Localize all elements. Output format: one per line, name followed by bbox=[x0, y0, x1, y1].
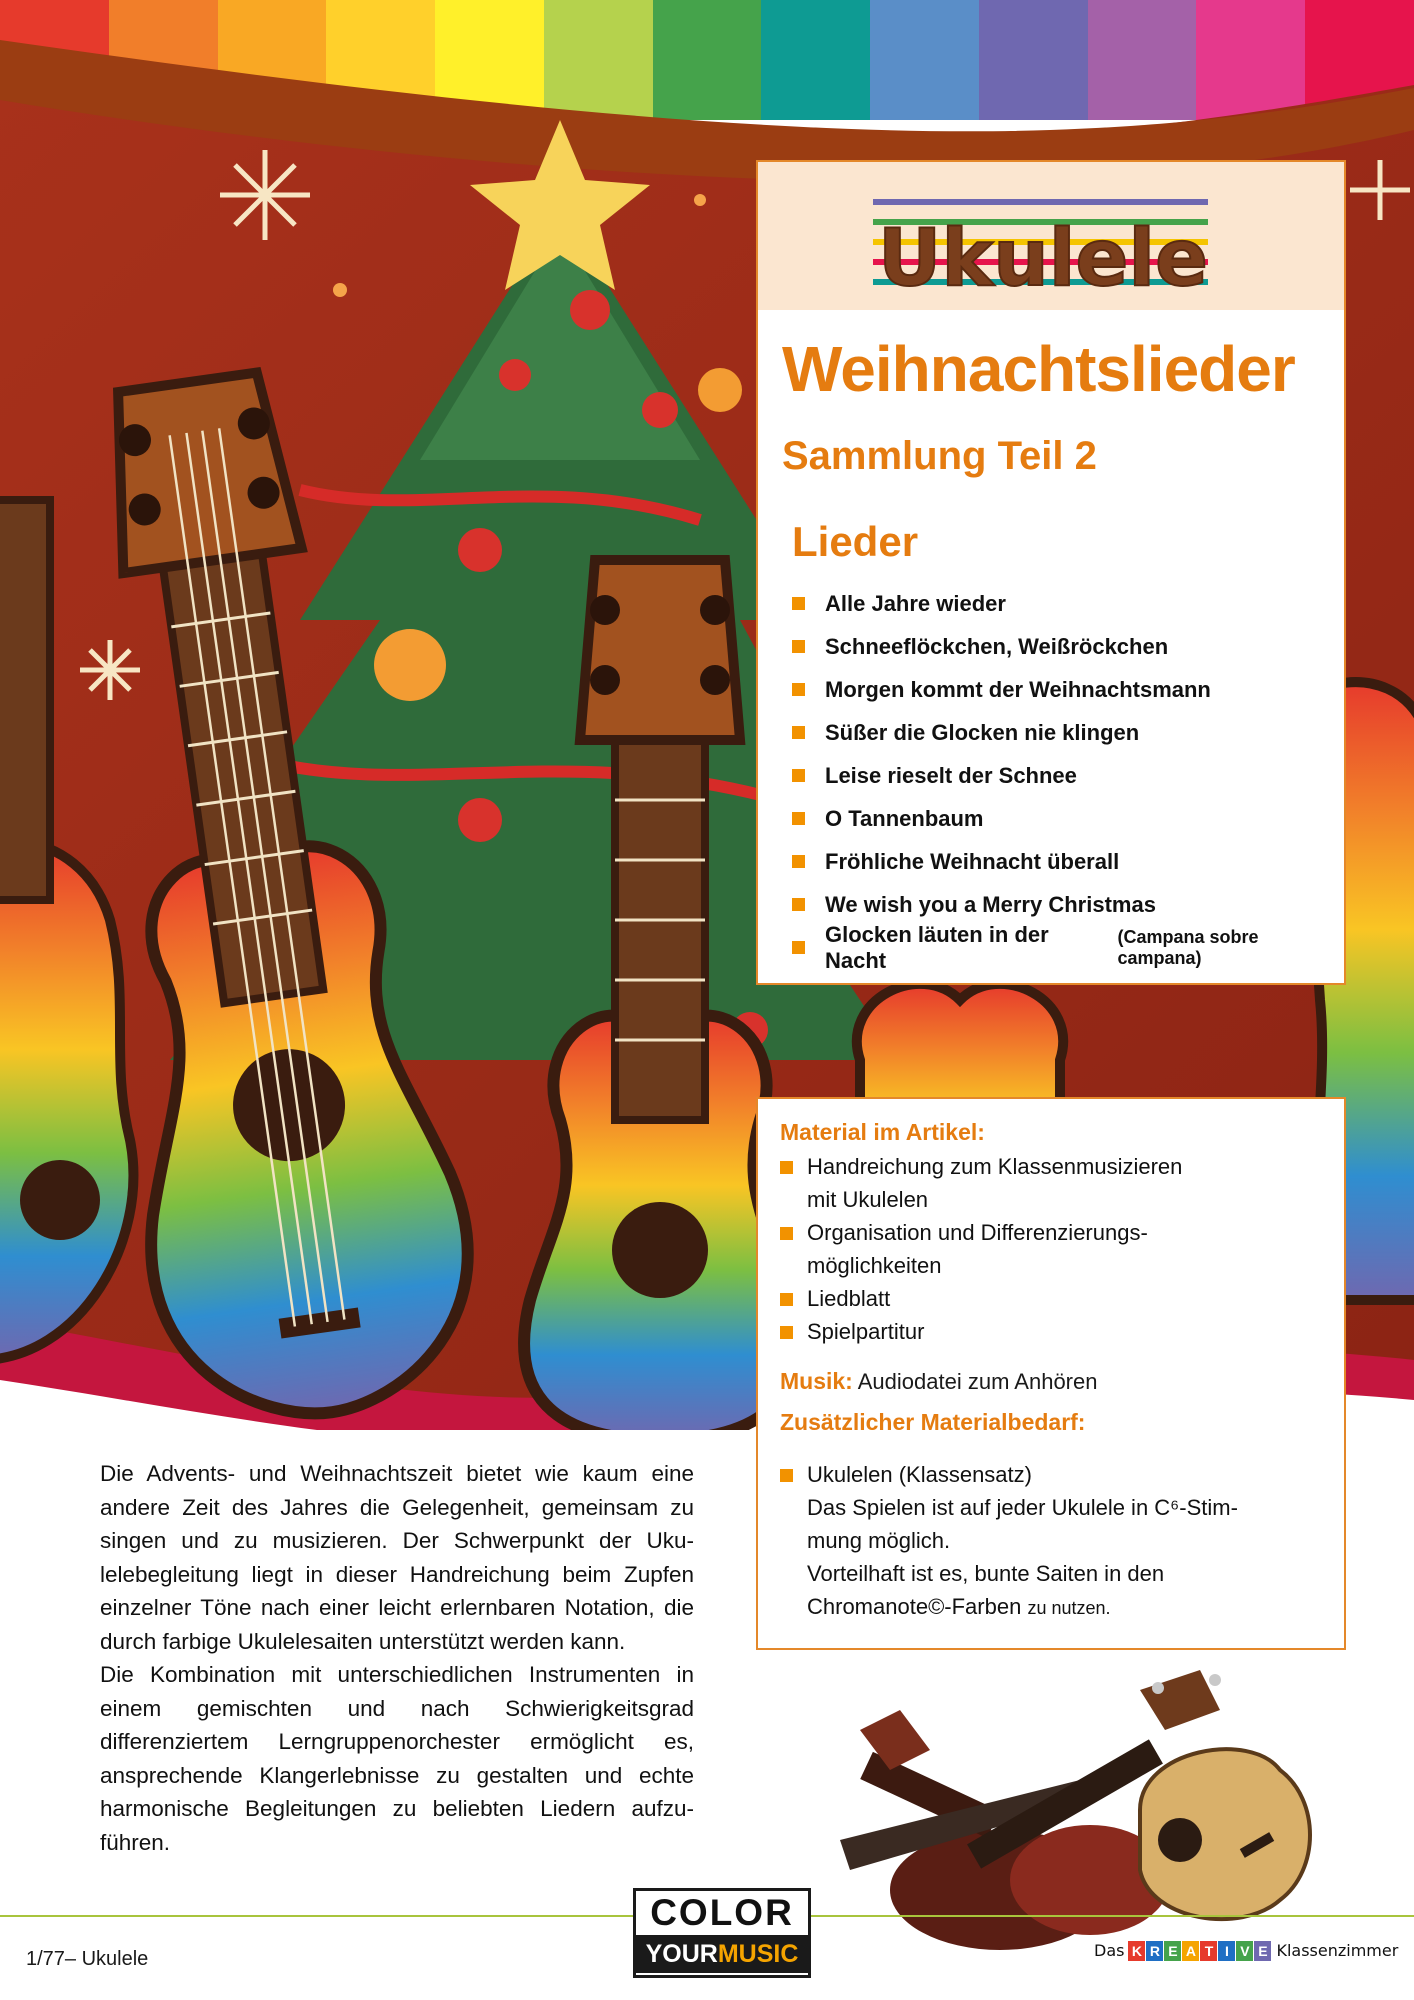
brand-letter: K bbox=[1128, 1941, 1145, 1961]
list-item bbox=[780, 1282, 1322, 1315]
song-item bbox=[792, 797, 1344, 840]
bullet-icon bbox=[792, 683, 805, 696]
song-title: Schneeflöckchen, Weißröckchen bbox=[825, 633, 1169, 659]
song-title: Morgen kommt der Weihnachtsmann bbox=[825, 676, 1211, 702]
material-box bbox=[756, 1097, 1346, 1650]
brand-letter: A bbox=[1182, 1941, 1199, 1961]
extra-item-main: Ukulelen (Klassensatz) Das Spielen ist auf jeder Ukulele in C⁶-Stim- mung möglich. Vorteilhaft ist es, bunte Saiten in den Chromanote©-Farben bbox=[807, 1462, 1238, 1619]
extra-item-small: zu nutzen. bbox=[1027, 1598, 1111, 1618]
musik-label: Musik: bbox=[780, 1368, 853, 1394]
song-title-suffix: (Campana sobre campana) bbox=[1117, 926, 1259, 968]
brand-logo: Das K R E A T I V E Klassenzimmer bbox=[1094, 1941, 1399, 1960]
intro-paragraph-2: Die Kombination mit unterschiedlichen Instrumenten in einem gemischten und nach Schwierigkeitsgrad differenziertem Lerngruppenorchester ermöglicht es, ansprechende Klangerlebnisse zu gestalten und echte harmonische Begleitungen zu beliebten Liedern aufzuführen. bbox=[100, 1662, 694, 1855]
song-title: We wish you a Merry Christmas bbox=[825, 891, 1156, 917]
material-item: Handreichung zum Klassenmusizieren mit Ukulelen bbox=[807, 1154, 1183, 1212]
bullet-icon bbox=[792, 941, 805, 954]
material-item: Organisation und Differenzierungs- möglichkeiten bbox=[807, 1220, 1148, 1278]
musik-value: Audiodatei zum Anhören bbox=[857, 1369, 1098, 1394]
bullet-icon bbox=[780, 1293, 793, 1306]
song-title: O Tannenbaum bbox=[825, 805, 984, 831]
material-item: Spielpartitur bbox=[807, 1319, 925, 1344]
brand-letter: V bbox=[1236, 1941, 1253, 1961]
bullet-icon bbox=[792, 812, 805, 825]
list-item bbox=[780, 1150, 1322, 1216]
page-subtitle: Sammlung Teil 2 bbox=[782, 434, 1097, 478]
page-title: Weihnachtslieder bbox=[782, 333, 1295, 405]
brand-letter: E bbox=[1164, 1941, 1181, 1961]
bullet-icon bbox=[780, 1469, 793, 1482]
bullet-icon bbox=[780, 1161, 793, 1174]
songs-list bbox=[792, 582, 1344, 973]
song-title: Leise rieselt der Schnee bbox=[825, 762, 1077, 788]
song-title: Glocken läuten in der Nacht bbox=[825, 921, 1049, 973]
songs-heading: Lieder bbox=[792, 518, 919, 565]
material-heading: Material im Artikel: bbox=[780, 1119, 985, 1145]
song-item bbox=[792, 625, 1344, 668]
bullet-icon bbox=[780, 1227, 793, 1240]
song-title: Alle Jahre wieder bbox=[825, 590, 1006, 616]
bullet-icon bbox=[792, 597, 805, 610]
song-title: Fröhliche Weihnacht überall bbox=[825, 848, 1120, 874]
brand-letter: I bbox=[1218, 1941, 1235, 1961]
intro-paragraph-1: Die Advents- und Weihnachtszeit bietet wie kaum eine andere Zeit des Jahres die Gelegenheit, gemeinsam zu singen und zu musizieren. Der Schwerpunkt der Ukulelebegleitung liegt in dieser Handreichung beim Zupfen einzelner Töne nach einer leicht erlernbaren Notation, die durch farbige Ukulelesaiten unterstützt werden kann. bbox=[100, 1461, 694, 1654]
bullet-icon bbox=[792, 855, 805, 868]
song-item bbox=[792, 754, 1344, 797]
bullet-icon bbox=[780, 1326, 793, 1339]
svg-text:Ukulele: Ukulele bbox=[877, 214, 1209, 304]
material-item: Liedblatt bbox=[807, 1286, 891, 1311]
list-item bbox=[780, 1216, 1322, 1282]
list-item bbox=[780, 1315, 1322, 1348]
intro-text bbox=[100, 1457, 694, 1859]
ukulele-photo bbox=[820, 1670, 1320, 1950]
title-card bbox=[756, 160, 1346, 985]
brand-letter: E bbox=[1254, 1941, 1271, 1961]
extra-material-list bbox=[780, 1458, 1322, 1625]
bullet-icon bbox=[792, 726, 805, 739]
song-title: Süßer die Glocken nie klingen bbox=[825, 719, 1140, 745]
song-item bbox=[792, 840, 1344, 883]
song-item bbox=[792, 668, 1344, 711]
bullet-icon bbox=[792, 769, 805, 782]
list-item bbox=[780, 1458, 1322, 1625]
bullet-icon bbox=[792, 640, 805, 653]
material-list bbox=[780, 1150, 1322, 1348]
brand-letter: T bbox=[1200, 1941, 1217, 1961]
song-item bbox=[792, 921, 1344, 973]
song-item bbox=[792, 711, 1344, 754]
ukulele-logo bbox=[758, 162, 1344, 310]
musik-line bbox=[780, 1368, 1322, 1395]
page-reference: 1/77– Ukulele bbox=[26, 1948, 149, 1970]
song-item bbox=[792, 582, 1344, 625]
extra-material-heading: Zusätzlicher Materialbedarf: bbox=[780, 1409, 1086, 1435]
song-item bbox=[792, 883, 1344, 926]
color-your-music-logo: COLOR YOURMUSIC bbox=[633, 1888, 811, 1978]
brand-letters bbox=[1128, 1940, 1272, 1961]
brand-letter: R bbox=[1146, 1941, 1163, 1961]
bullet-icon bbox=[792, 898, 805, 911]
